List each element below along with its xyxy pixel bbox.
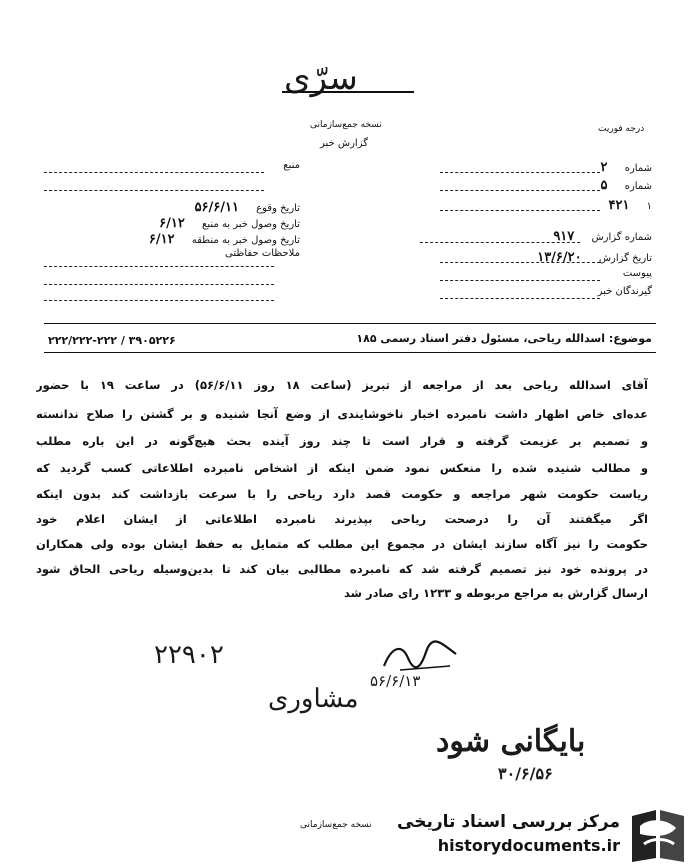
field-value: ۵۶/۶/۱۱ — [194, 200, 239, 215]
archive-date: ۳۰/۶/۵۶ — [498, 764, 553, 783]
copy-label: نسخه جمع‌سازمانی — [310, 120, 382, 130]
field-underline — [440, 262, 600, 263]
field-value: ۱۳/۶/۲۰ — [537, 250, 582, 265]
body-line: ریاست حکومت شهر مراجعه و حکومت قصد دارد ریاحی را با سرعت بازداشت کند بدون اینکه — [36, 487, 648, 501]
title-underline — [282, 91, 414, 93]
field-label: منبع — [283, 160, 300, 171]
field-value: ۶/۱۲ — [159, 216, 185, 231]
field-underline — [44, 266, 274, 267]
subject-separator — [44, 352, 656, 353]
body-line: در پرونده خود نیز تصمیم گرفته شد که نامبرده مطالبی بیان کند تا بدین‌وسیله ریاحی الحاق شود — [36, 562, 648, 576]
classification-label: درجه فوریت — [598, 124, 645, 134]
field-underline — [440, 172, 600, 173]
report-subtitle: گزارش خبر — [320, 138, 368, 149]
handwritten-number: ۲۲۹۰۲ — [154, 640, 224, 670]
field-value: ۹۱۷ — [553, 229, 575, 244]
field-underline — [440, 210, 600, 211]
field-underline — [44, 172, 264, 173]
header-separator — [44, 323, 656, 324]
watermark-name: مرکز بررسی اسناد تاریخی — [397, 812, 620, 832]
field-label: پیوست — [622, 268, 652, 279]
field-right-4 — [553, 229, 652, 243]
archive-logo-icon — [626, 806, 690, 864]
document-title: سرّی — [284, 58, 358, 98]
field-underline — [420, 242, 580, 243]
field-label: ۱ — [646, 201, 652, 212]
field-underline — [44, 300, 274, 301]
body-line: حکومت را نیز آگاه سازند ایشان در مجموع این مطلب که متمایل به حفظ ایشان بوده ولی همکاران — [36, 537, 648, 551]
field-label: شماره گزارش — [591, 232, 652, 243]
field-right-1 — [601, 160, 652, 174]
body-line: عده‌ای خاص اظهار داشت نامبرده اخبار ناخوشایندی از وضع آنجا شنیده و بر گشتن را صلاح ندانسته — [36, 407, 648, 421]
field-label: تاریخ گزارش — [598, 253, 652, 264]
body-line: اگر میگفتند آن را درصحت ریاحی بپذیرند نامبرده اطلاعاتی از ایشان اعلام خود — [36, 512, 648, 526]
field-value: ۲ — [600, 160, 608, 175]
signature-mark — [380, 636, 460, 676]
field-underline — [440, 190, 600, 191]
field-left-6 — [208, 248, 300, 262]
body-line: ارسال گزارش به مراجع مربوطه و ۱۲۳۳ رای صادر شد — [344, 586, 648, 600]
field-underline — [44, 284, 274, 285]
handwritten-date: ۵۶/۶/۱۳ — [370, 672, 421, 690]
body-line: آقای اسدالله ریاحی بعد از مراجعه از تبریز (ساعت ۱۸ روز ۵۶/۶/۱۱) در ساعت ۱۹ با حضور — [36, 378, 648, 392]
bottom-caption: نسخه جمع‌سازمانی — [300, 820, 372, 830]
field-value: ۶/۱۲ — [148, 232, 175, 247]
field-underline — [44, 190, 264, 191]
field-left-4 — [159, 216, 300, 230]
field-label: گیرندگان خبر — [597, 286, 652, 297]
signature-word: مشاوری — [268, 684, 359, 714]
subject-ref: ۲۲۲/۲۲۲-۲۲۲ / ۳۹۰۵۲۲۶ — [48, 334, 176, 347]
field-right-6 — [606, 268, 652, 282]
field-label: تاریخ وصول خبر به منطقه — [191, 235, 300, 246]
field-value: ۵ — [600, 178, 608, 193]
field-underline — [440, 280, 600, 281]
archive-note: بایگانی شود — [436, 724, 586, 759]
watermark-url: historydocuments.ir — [437, 836, 620, 855]
field-left-1 — [266, 160, 300, 174]
field-right-3 — [608, 198, 652, 212]
field-underline — [440, 298, 600, 299]
field-left-5 — [149, 232, 300, 246]
field-label: ملاحظات حفاظتی — [225, 248, 300, 259]
field-right-2 — [601, 178, 652, 192]
field-label: تاریخ وقوع — [256, 203, 300, 214]
body-line: و مطالب شنیده شده را منعکس نمود ضمن اینکه از اشخاص نامبرده اطلاعاتی کسب گردید که — [36, 461, 648, 475]
field-label: شماره — [624, 163, 652, 174]
field-label: تاریخ وصول خبر به منبع — [202, 219, 300, 230]
field-value: ۴۲۱ — [608, 198, 630, 213]
subject-label: موضوع: اسدالله ریاحی، مسئول دفتر اسناد رسمی ۱۸۵ — [356, 332, 652, 345]
body-line: و تصمیم بر عزیمت گرفته و قرار است تا چند روز آینده بحث هیچ‌گونه در این باره مطلب — [36, 434, 648, 448]
field-left-3 — [195, 200, 300, 214]
field-label: شماره — [624, 181, 652, 192]
field-left-2 — [283, 178, 300, 192]
